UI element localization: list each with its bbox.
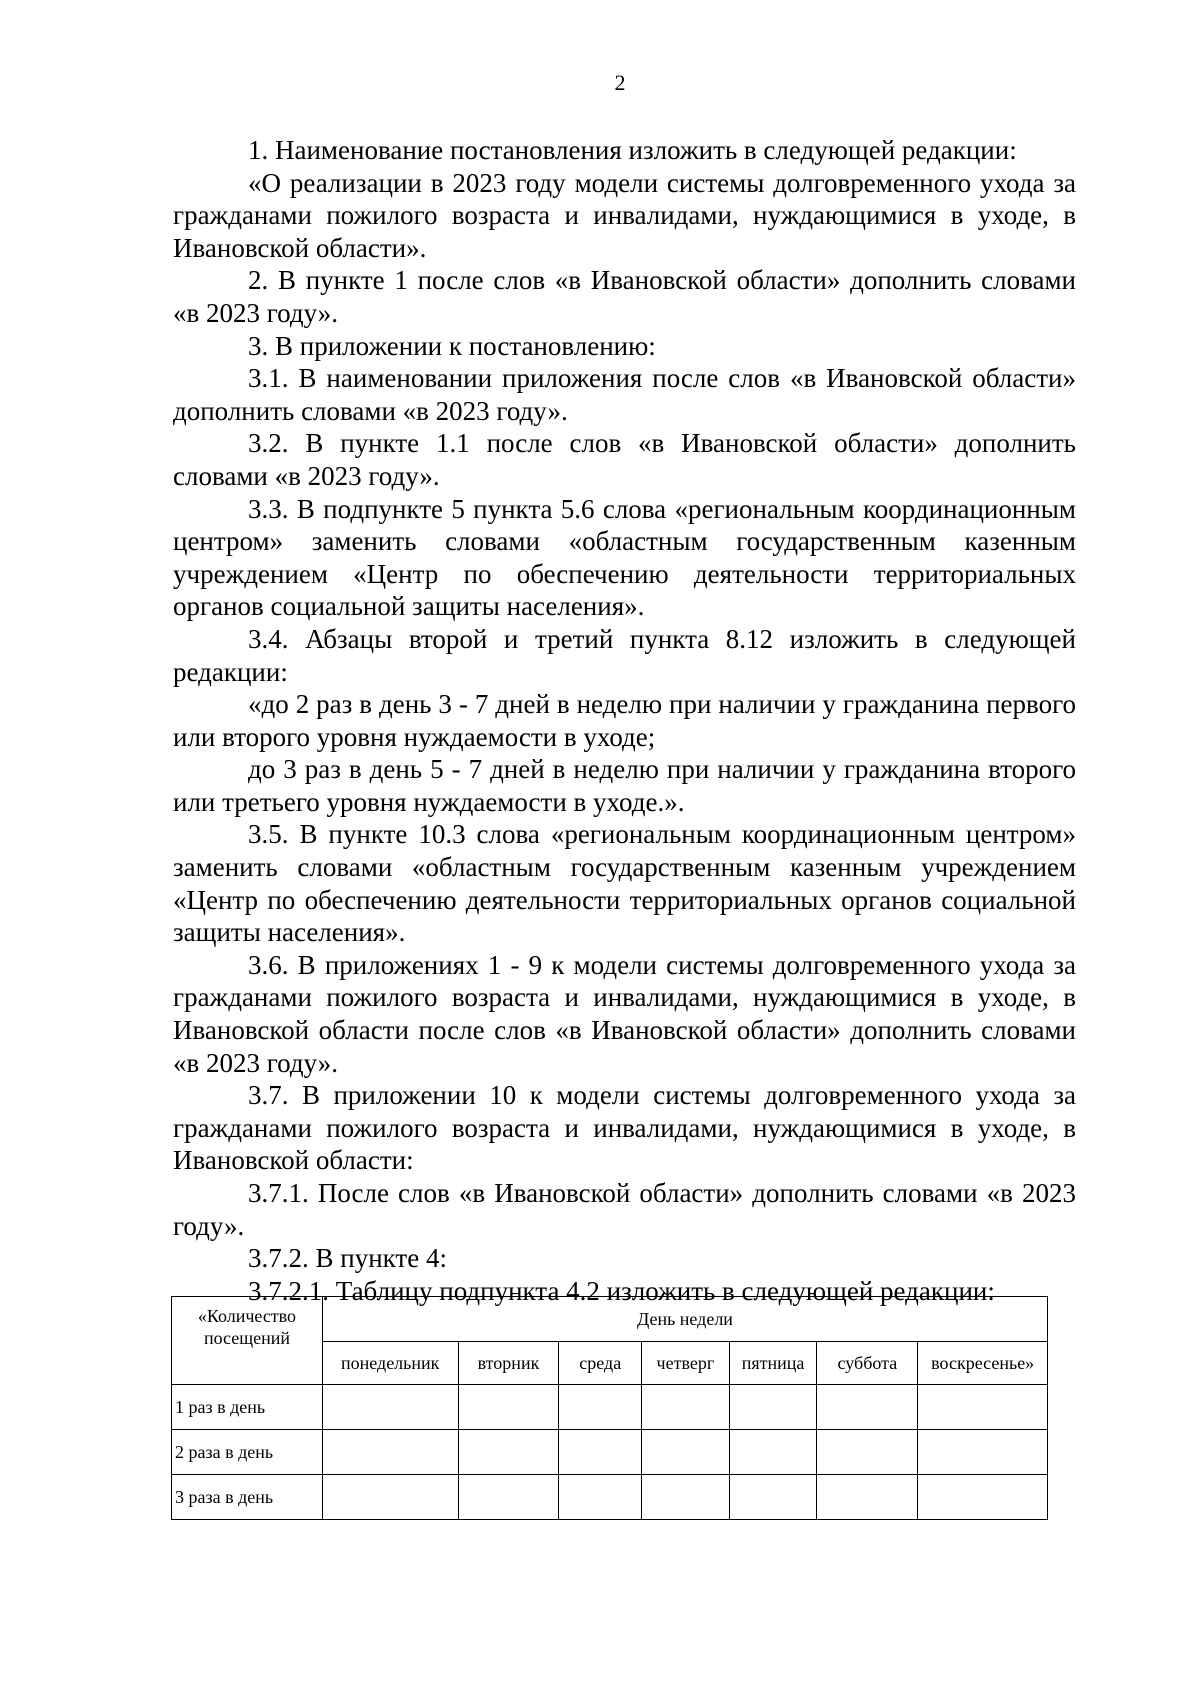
table-cell bbox=[458, 1385, 559, 1430]
day-header-thursday: четверг bbox=[642, 1342, 730, 1385]
table-row bbox=[172, 1385, 1048, 1430]
table-row bbox=[172, 1430, 1048, 1475]
day-header-friday: пятница bbox=[729, 1342, 817, 1385]
paragraph-3-4-quote-2: до 3 раз в день 5 - 7 дней в неделю при наличии у гражданина второго или третьего уровня нуждаемости в уходе.». bbox=[173, 754, 1076, 817]
day-header-saturday: суббота bbox=[817, 1342, 918, 1385]
day-header-tuesday: вторник bbox=[458, 1342, 559, 1385]
paragraph-3-7: 3.7. В приложении 10 к модели системы долговременного ухода за гражданами пожилого возраста и инвалидами, нуждающимися в уходе, в Ивановской области: bbox=[173, 1080, 1076, 1176]
table-cell bbox=[642, 1475, 730, 1520]
table-cell bbox=[817, 1430, 918, 1475]
day-header-wednesday: среда bbox=[559, 1342, 642, 1385]
table-cell bbox=[322, 1430, 458, 1475]
paragraph-3-7-2: 3.7.2. В пункте 4: bbox=[248, 1243, 447, 1274]
paragraph-3-7-1: 3.7.1. После слов «в Ивановской области» дополнить словами «в 2023 году». bbox=[173, 1178, 1076, 1241]
table-cell bbox=[559, 1475, 642, 1520]
paragraph-3-3: 3.3. В подпункте 5 пункта 5.6 слова «региональным координационным центром» заменить словами «областным государственным казенным учреждением «Центр по обеспечению деятельности территориальных органов социальной защиты населения». bbox=[173, 493, 1076, 622]
table-cell bbox=[559, 1385, 642, 1430]
day-header-monday: понедельник bbox=[322, 1342, 458, 1385]
day-header-sunday: воскресенье» bbox=[918, 1342, 1048, 1385]
visits-count-header: «Количество посещений bbox=[172, 1297, 323, 1385]
paragraph-3-5: 3.5. В пункте 10.3 слова «региональным координационным центром» заменить словами «областным государственным казенным учреждением «Центр по обеспечению деятельности территориальных органов социальной защиты населения». bbox=[173, 819, 1076, 948]
table-cell bbox=[918, 1385, 1048, 1430]
document-body bbox=[173, 134, 1076, 1307]
visits-schedule-table bbox=[171, 1296, 1048, 1520]
paragraph-3-6: 3.6. В приложениях 1 - 9 к модели системы долговременного ухода за гражданами пожилого возраста и инвалидами, нуждающимися в уходе, в Ивановской области после слов «в Ивановской области» дополнить словами «в 2023 году». bbox=[173, 949, 1076, 1078]
table-cell bbox=[642, 1430, 730, 1475]
paragraph-3-7-2-1: 3.7.2.1. Таблицу подпункта 4.2 изложить в следующей редакции: bbox=[248, 1275, 995, 1306]
table-row bbox=[172, 1475, 1048, 1520]
table-cell bbox=[729, 1430, 817, 1475]
page-number: 2 bbox=[614, 70, 626, 95]
paragraph-1: 1. Наименование постановления изложить в следующей редакции: bbox=[248, 135, 1017, 165]
paragraph-2: 2. В пункте 1 после слов «в Ивановской области» дополнить словами «в 2023 году». bbox=[173, 265, 1076, 328]
paragraph-3-2: 3.2. В пункте 1.1 после слов «в Ивановской области» дополнить словами «в 2023 году». bbox=[173, 428, 1076, 491]
table-cell bbox=[458, 1475, 559, 1520]
table-cell bbox=[729, 1475, 817, 1520]
table-cell bbox=[322, 1385, 458, 1430]
row-label: 1 раз в день bbox=[172, 1385, 323, 1430]
paragraph-3-1: 3.1. В наименовании приложения после слов «в Ивановской области» дополнить словами «в 2023 году». bbox=[173, 363, 1076, 426]
paragraph-1-quote: «О реализации в 2023 году модели системы долговременного ухода за гражданами пожилого возраста и инвалидами, нуждающимися в уходе, в Ивановской области». bbox=[173, 167, 1076, 263]
table-cell bbox=[559, 1430, 642, 1475]
table-cell bbox=[729, 1385, 817, 1430]
table-cell bbox=[322, 1475, 458, 1520]
table-cell bbox=[918, 1430, 1048, 1475]
paragraph-3: 3. В приложении к постановлению: bbox=[248, 330, 656, 361]
weekday-group-header: День недели bbox=[322, 1297, 1047, 1342]
table-cell bbox=[642, 1385, 730, 1430]
row-label: 2 раза в день bbox=[172, 1430, 323, 1475]
row-label: 3 раза в день bbox=[172, 1475, 323, 1520]
table-cell bbox=[458, 1430, 559, 1475]
table-cell bbox=[918, 1475, 1048, 1520]
table-cell bbox=[817, 1475, 918, 1520]
table-cell bbox=[817, 1385, 918, 1430]
paragraph-3-4-quote-1: «до 2 раз в день 3 - 7 дней в неделю при наличии у гражданина первого или второго уровня нуждаемости в уходе; bbox=[173, 689, 1076, 752]
paragraph-3-4: 3.4. Абзацы второй и третий пункта 8.12 изложить в следующей редакции: bbox=[173, 623, 1076, 687]
